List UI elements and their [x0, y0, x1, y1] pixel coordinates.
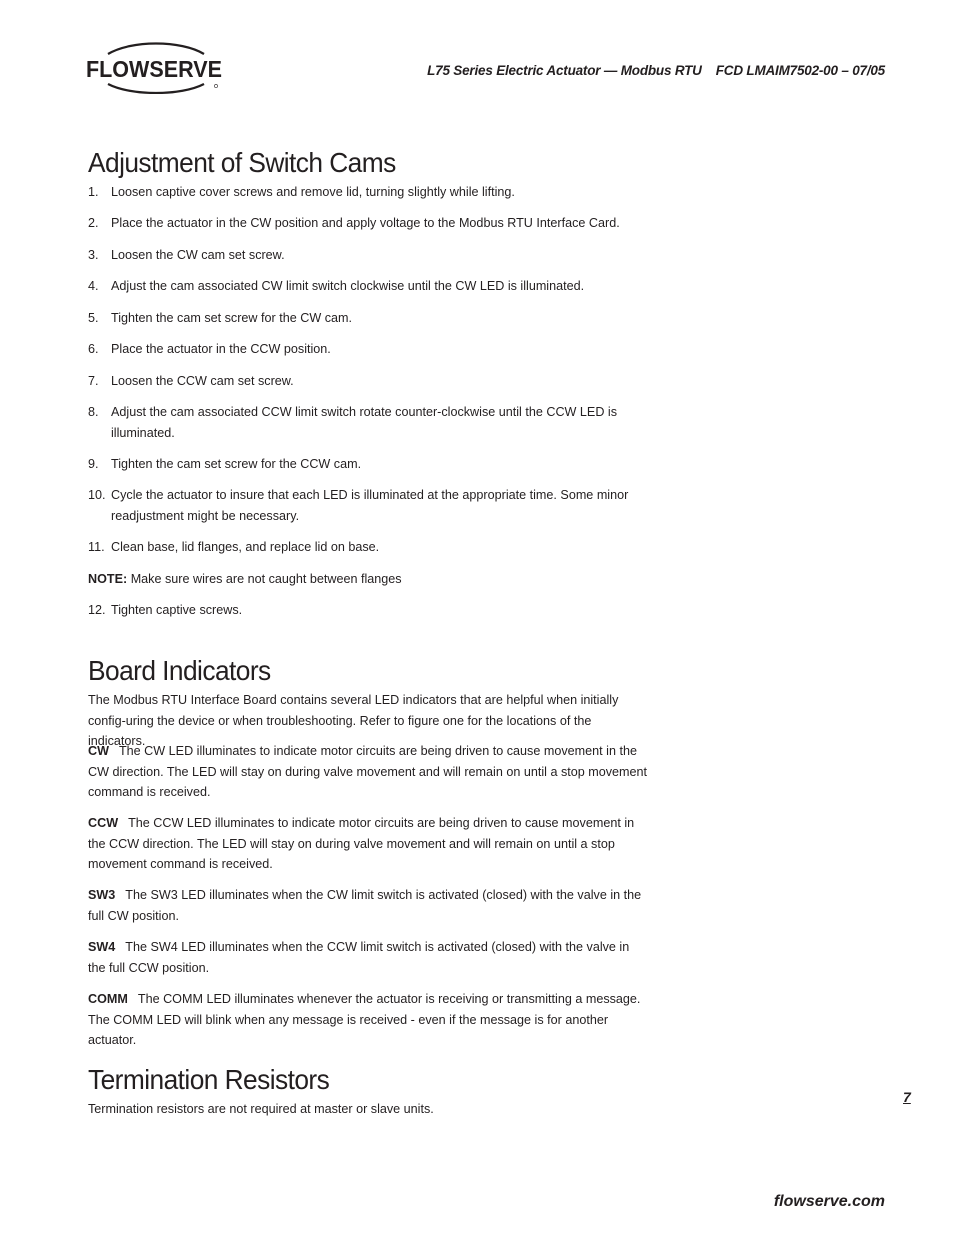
- board-intro: The Modbus RTU Interface Board contains several LED indicators that are helpful when initially config-uring the device or when troubleshooting. Refer to figure one for the locations of the indicators.: [88, 693, 619, 748]
- step-text: Loosen the CCW cam set screw.: [111, 374, 294, 388]
- step-number: 1.: [88, 185, 99, 199]
- step-text: Cycle the actuator to insure that each LED is illuminated at the appropriate time. Some minor readjustment might be necessary.: [111, 488, 629, 523]
- indicator-text: The SW3 LED illuminates when the CW limit switch is activated (closed) with the valve in the full CW position.: [88, 888, 642, 923]
- indicator-text: The CCW LED illuminates to indicate motor circuits are being driven to cause movement in the CCW direction. The LED will stay on during valve movement and will remain on until a stop movement command is received.: [88, 816, 635, 871]
- section-heading-termination: Termination Resistors: [88, 1064, 330, 1095]
- list-item: [88, 276, 648, 297]
- termination-text: Termination resistors are not required at master or slave units.: [88, 1102, 434, 1116]
- list-item: [88, 537, 648, 558]
- section-heading-board-indicators: Board Indicators: [88, 655, 271, 686]
- list-item: [88, 402, 648, 443]
- indicator-term: SW4: [88, 940, 116, 954]
- header-doc-code: FCD LMAIM7502-00 – 07/05: [715, 63, 885, 78]
- section-heading-switch-cams: Adjustment of Switch Cams: [88, 147, 396, 178]
- page-number: 7: [903, 1089, 911, 1105]
- step-number: 5.: [88, 311, 99, 325]
- indicator-text: The COMM LED illuminates whenever the actuator is receiving or transmitting a message. The COMM LED will blink when any message is received - even if the message is for another actuator.: [88, 992, 641, 1047]
- step-text: Tighten the cam set screw for the CW cam.: [111, 311, 352, 325]
- indicator-item: [88, 741, 650, 803]
- step-text: Tighten the cam set screw for the CCW cam.: [111, 457, 362, 471]
- website-link[interactable]: flowserve.com: [773, 1193, 885, 1210]
- indicator-text: The CW LED illuminates to indicate motor circuits are being driven to cause movement in the CW direction. The LED will stay on during valve movement and will remain on until a stop movement command is received.: [88, 744, 648, 799]
- step-number: 12.: [88, 603, 106, 617]
- step-text: Place the actuator in the CW position and apply voltage to the Modbus RTU Interface Card.: [111, 216, 620, 230]
- step-text: Adjust the cam associated CCW limit switch rotate counter-clockwise until the CCW LED is illuminated.: [111, 405, 618, 440]
- indicator-term: SW3: [88, 888, 116, 902]
- running-header: [427, 63, 885, 78]
- step-text: Loosen the CW cam set screw.: [111, 248, 285, 262]
- step-number: 3.: [88, 248, 99, 262]
- step-text: Tighten captive screws.: [111, 603, 243, 617]
- step-number: 8.: [88, 405, 99, 419]
- step-number: 6.: [88, 342, 99, 356]
- flowserve-logo: [86, 42, 226, 94]
- step-number: 4.: [88, 279, 99, 293]
- step-text: Loosen captive cover screws and remove lid, turning slightly while lifting.: [111, 185, 515, 199]
- indicator-item: [88, 885, 650, 926]
- step-number: 9.: [88, 457, 99, 471]
- indicator-term: CCW: [88, 816, 119, 830]
- svg-text:FLOWSERVE: FLOWSERVE: [86, 56, 222, 82]
- indicator-term: COMM: [88, 992, 128, 1006]
- list-item: [88, 182, 648, 203]
- indicator-term: CW: [88, 744, 109, 758]
- note: [88, 569, 650, 590]
- step-text: Adjust the cam associated CW limit switch clockwise until the CW LED is illuminated.: [111, 279, 585, 293]
- indicator-item: [88, 989, 650, 1051]
- indicator-item: [88, 813, 650, 875]
- step-number: 11.: [88, 540, 105, 554]
- step-number: 2.: [88, 216, 99, 230]
- list-item: [88, 371, 648, 392]
- note-label: NOTE:: [88, 572, 128, 586]
- step-text: Clean base, lid flanges, and replace lid on base.: [111, 540, 380, 554]
- list-item: [88, 600, 648, 621]
- list-item: [88, 454, 648, 475]
- list-item: [88, 485, 648, 526]
- list-item: [88, 245, 648, 266]
- step-number: 7.: [88, 374, 99, 388]
- note-text: Make sure wires are not caught between flanges: [130, 572, 402, 586]
- header-title: L75 Series Electric Actuator — Modbus RTU: [427, 63, 702, 78]
- indicator-item: [88, 937, 650, 978]
- step-number: 10.: [88, 488, 106, 502]
- list-item: [88, 308, 648, 329]
- indicator-text: The SW4 LED illuminates when the CCW limit switch is activated (closed) with the valve in the full CCW position.: [88, 940, 630, 975]
- list-item: [88, 213, 648, 234]
- step-text: Place the actuator in the CCW position.: [111, 342, 331, 356]
- list-item: [88, 339, 648, 360]
